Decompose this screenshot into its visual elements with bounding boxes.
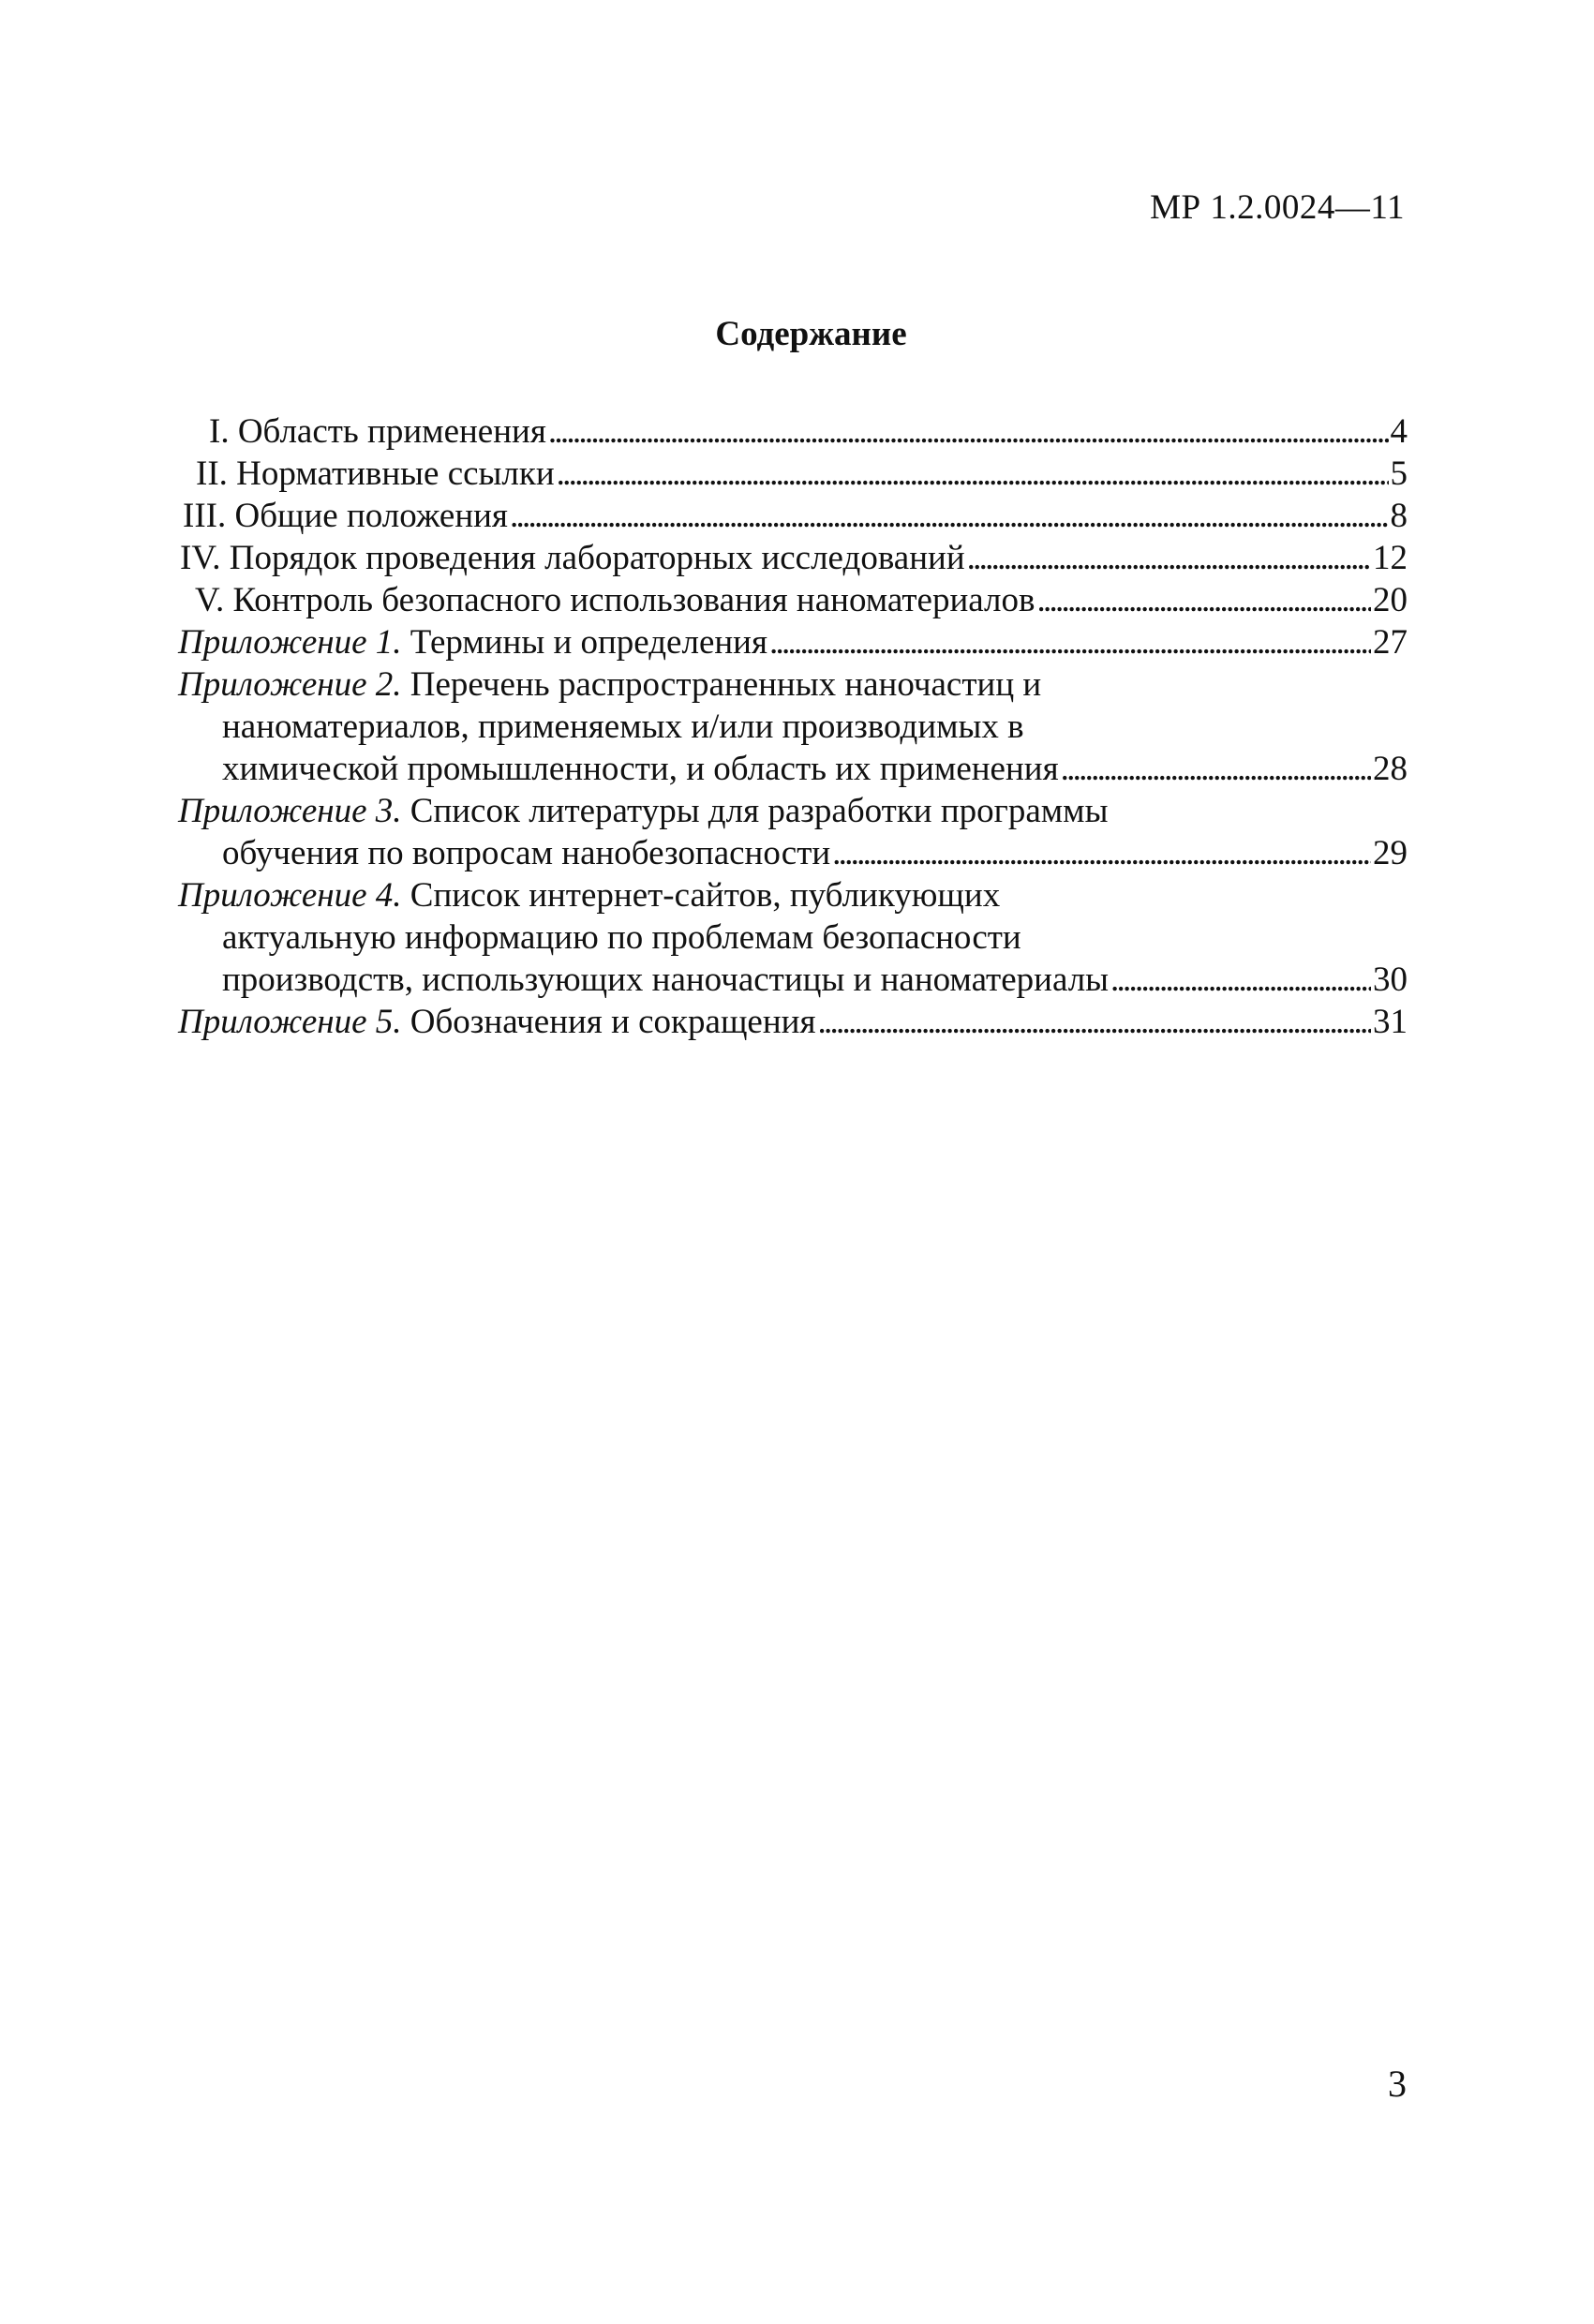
- page-number: 3: [1388, 2063, 1407, 2105]
- toc-entry-appendix-2[interactable]: [178, 663, 1408, 790]
- appendix-title-line: актуальную информацию по проблемам безопасности: [222, 918, 1021, 957]
- appendix-label: Приложение 2.: [178, 665, 402, 704]
- dot-leader: [767, 621, 1371, 663]
- appendix-label: Приложение 1.: [178, 623, 402, 662]
- document-code: МР 1.2.0024—11: [1150, 188, 1405, 227]
- toc-entry-section-4[interactable]: [178, 537, 1408, 579]
- appendix-title-line: обучения по вопросам нанобезопасности: [222, 834, 831, 872]
- section-number: V.: [195, 581, 225, 619]
- page-reference: 5: [1390, 454, 1408, 493]
- dot-leader: [1059, 748, 1371, 790]
- toc-title: Содержание: [715, 315, 907, 353]
- appendix-title: Обозначения и сокращения: [410, 1003, 816, 1041]
- dot-leader: [508, 495, 1389, 537]
- appendix-title-line: Список литературы для разработки программы: [410, 792, 1109, 830]
- page-reference: 28: [1373, 750, 1408, 788]
- toc-entry-appendix-4[interactable]: [178, 874, 1408, 1001]
- appendix-title-line: химической промышленности, и область их применения: [222, 750, 1059, 788]
- appendix-title-line: Список интернет-сайтов, публикующих: [410, 876, 1001, 915]
- appendix-label: Приложение 4.: [178, 876, 402, 915]
- page-reference: 20: [1373, 581, 1408, 619]
- page-reference: 8: [1390, 497, 1408, 535]
- section-number: I.: [209, 412, 230, 451]
- page-reference: 27: [1373, 623, 1408, 662]
- page-reference: 31: [1373, 1003, 1408, 1041]
- section-title: Нормативные ссылки: [236, 454, 555, 493]
- table-of-contents: [178, 410, 1408, 1043]
- toc-entry-appendix-5[interactable]: [178, 1001, 1408, 1043]
- toc-entry-section-1[interactable]: [178, 410, 1408, 453]
- dot-leader: [1109, 959, 1371, 1001]
- page-reference: 4: [1390, 412, 1408, 451]
- appendix-title-line: наноматериалов, применяемых и/или производимых в: [222, 708, 1024, 746]
- dot-leader: [555, 453, 1389, 495]
- section-title: Область применения: [237, 412, 546, 451]
- page-reference: 30: [1373, 961, 1408, 999]
- section-number: II.: [196, 454, 228, 493]
- toc-entry-appendix-1[interactable]: [178, 621, 1408, 663]
- section-title: Порядок проведения лабораторных исследований: [229, 539, 965, 577]
- dot-leader: [830, 832, 1371, 874]
- section-title: Общие положения: [234, 497, 508, 535]
- appendix-title: Термины и определения: [410, 623, 767, 662]
- appendix-label: Приложение 3.: [178, 792, 402, 830]
- appendix-title-line: Перечень распространенных наночастиц и: [410, 665, 1042, 704]
- toc-entry-appendix-3[interactable]: [178, 790, 1408, 874]
- section-title: Контроль безопасного использования наноматериалов: [232, 581, 1035, 619]
- dot-leader: [546, 410, 1389, 453]
- toc-entry-section-5[interactable]: [178, 579, 1408, 621]
- section-number: IV.: [180, 539, 221, 577]
- dot-leader: [1035, 579, 1371, 621]
- dot-leader: [965, 537, 1371, 579]
- appendix-label: Приложение 5.: [178, 1003, 402, 1041]
- toc-entry-section-3[interactable]: [178, 495, 1408, 537]
- page-reference: 12: [1373, 539, 1408, 577]
- page-reference: 29: [1373, 834, 1408, 872]
- section-number: III.: [183, 497, 227, 535]
- toc-entry-section-2[interactable]: [178, 453, 1408, 495]
- dot-leader: [815, 1001, 1371, 1043]
- appendix-title-line: производств, использующих наночастицы и наноматериалы: [222, 961, 1110, 999]
